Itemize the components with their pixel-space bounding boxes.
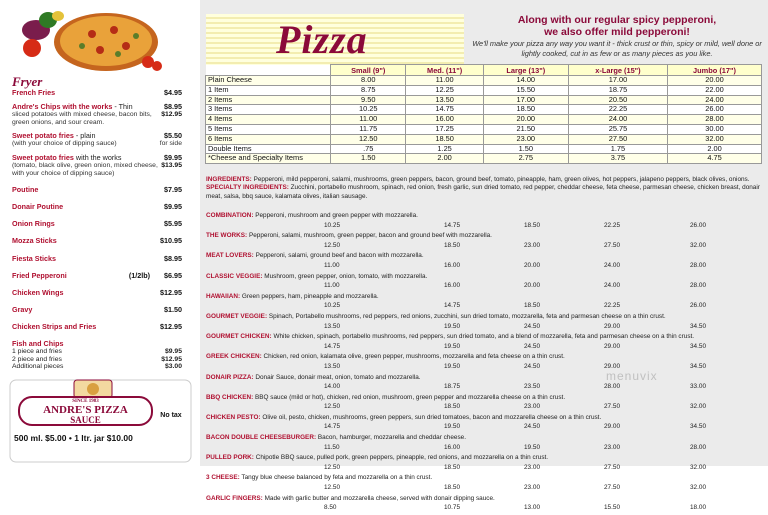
list-item: Chicken Strips and Fries $12.95 bbox=[12, 321, 182, 331]
column-header: Jumbo (17") bbox=[668, 65, 762, 76]
price-cell: 14.75 bbox=[324, 342, 340, 350]
price-cell: 18.50 bbox=[524, 221, 540, 229]
price-cell: 1.50 bbox=[331, 154, 406, 164]
price-cell: 32.00 bbox=[690, 403, 706, 411]
item-text: Bacon, hamburger, mozzarella and cheddar cheese. bbox=[316, 434, 466, 442]
table-row bbox=[206, 134, 762, 144]
table-row bbox=[206, 115, 762, 125]
brand-logo: SINCE 1983 ANDRE'S PIZZA SAUCE bbox=[18, 396, 153, 426]
price-cell: 24.50 bbox=[524, 362, 540, 370]
list-item bbox=[206, 434, 762, 454]
item-desc: green onions, and sour cream. bbox=[12, 118, 105, 126]
item-text: Olive oil, pesto, chicken, mushrooms, green peppers, sun dried tomatoes, bacon and mozzarella cheese on a thin crust. bbox=[260, 413, 602, 421]
item-name: DONAIR PIZZA: bbox=[206, 373, 254, 381]
price-cell: 2.00 bbox=[668, 144, 762, 154]
item-prices bbox=[206, 483, 762, 492]
price-table bbox=[205, 64, 762, 164]
row-label: Plain Cheese bbox=[206, 76, 331, 86]
fryer-list bbox=[12, 89, 182, 371]
item-prices bbox=[206, 241, 762, 250]
price-cell: 14.75 bbox=[324, 423, 340, 431]
item-prices bbox=[206, 281, 762, 290]
price-cell: 18.50 bbox=[444, 403, 460, 411]
price-cell: 18.50 bbox=[444, 463, 460, 471]
price-cell: 12.50 bbox=[324, 403, 340, 411]
list-item bbox=[206, 252, 762, 272]
price-cell: 34.50 bbox=[690, 322, 706, 330]
price-cell: 12.50 bbox=[324, 241, 340, 249]
price-cell: 12.25 bbox=[406, 85, 483, 95]
item-text: Pepperoni, salami, mushroom, green pepper, bacon and ground beef with mozzarella. bbox=[247, 232, 492, 240]
item-desc: (tomato, black olive, green onion, mixed cheese, $13.95 bbox=[12, 162, 182, 170]
item-desc bbox=[206, 273, 762, 282]
list-item: Poutine $7.95 bbox=[12, 185, 182, 195]
table-row bbox=[206, 144, 762, 154]
price-cell: 22.25 bbox=[604, 302, 620, 310]
price-cell: 24.50 bbox=[524, 342, 540, 350]
price-cell: 21.50 bbox=[483, 124, 568, 134]
item-desc bbox=[206, 313, 762, 322]
price-cell: 1.75 bbox=[568, 144, 667, 154]
price-cell: 18.50 bbox=[444, 241, 460, 249]
item-name: GREEK CHICKEN: bbox=[206, 353, 262, 361]
list-item bbox=[206, 273, 762, 293]
price-cell: 8.50 bbox=[324, 504, 337, 512]
item-desc bbox=[206, 434, 762, 443]
price-cell: 23.00 bbox=[524, 484, 540, 492]
list-item bbox=[206, 474, 762, 494]
price-cell: 29.00 bbox=[604, 423, 620, 431]
price-cell: 28.00 bbox=[604, 383, 620, 391]
price-cell: 10.25 bbox=[324, 302, 340, 310]
price-cell: 27.50 bbox=[604, 484, 620, 492]
price-cell: 18.50 bbox=[483, 105, 568, 115]
list-item: Fish and Chips bbox=[12, 338, 64, 348]
table-header bbox=[206, 65, 762, 76]
price-cell: 8.75 bbox=[331, 85, 406, 95]
price-cell: 24.00 bbox=[604, 261, 620, 269]
price-cell: 32.00 bbox=[690, 241, 706, 249]
item-name: CLASSIC VEGGIE: bbox=[206, 272, 263, 280]
price-cell: 26.00 bbox=[668, 105, 762, 115]
item-prices bbox=[206, 422, 762, 431]
item-prices bbox=[206, 463, 762, 472]
item-desc bbox=[206, 495, 762, 504]
no-tax-note: No tax bbox=[160, 412, 182, 419]
price-cell: 14.00 bbox=[324, 383, 340, 391]
item-desc bbox=[206, 414, 762, 423]
price-cell: 10.25 bbox=[324, 221, 340, 229]
list-item: Fiesta Sticks $8.95 bbox=[12, 253, 182, 263]
list-item bbox=[206, 212, 762, 232]
price-cell: 20.50 bbox=[568, 95, 667, 105]
price-cell: 2.75 bbox=[483, 154, 568, 164]
price-cell: 14.75 bbox=[406, 105, 483, 115]
item-desc bbox=[206, 212, 762, 221]
price-cell: 34.50 bbox=[690, 362, 706, 370]
price-cell: 22.00 bbox=[668, 85, 762, 95]
item-text: White chicken, spinach, portabello mushrooms, red peppers, sun dried tomato, and a blend of mozzarella, feta and parmesan cheese on a thin crust. bbox=[271, 333, 695, 341]
price-cell: 34.50 bbox=[690, 342, 706, 350]
price-cell: 33.00 bbox=[690, 383, 706, 391]
item-prices bbox=[206, 402, 762, 411]
promo-line-2: we also offer mild pepperoni! bbox=[544, 26, 690, 38]
price-cell: 12.50 bbox=[324, 484, 340, 492]
price-cell: 28.00 bbox=[690, 443, 706, 451]
price-cell: 17.25 bbox=[406, 124, 483, 134]
price-cell: 27.50 bbox=[568, 134, 667, 144]
price-cell: 18.75 bbox=[444, 383, 460, 391]
price-cell: 10.25 bbox=[331, 105, 406, 115]
price-cell: 25.75 bbox=[568, 124, 667, 134]
price-cell: 11.75 bbox=[331, 124, 406, 134]
price-cell: 26.00 bbox=[690, 302, 706, 310]
item-prices bbox=[206, 362, 762, 371]
item-name: BACON DOUBLE CHEESEBURGER: bbox=[206, 434, 317, 442]
price-cell: 24.00 bbox=[604, 282, 620, 290]
item-desc bbox=[206, 353, 762, 362]
item-name: HAWAIIAN: bbox=[206, 292, 241, 300]
item-text: Tangy blue cheese balanced by feta and mozzarella on a thin crust. bbox=[239, 474, 433, 482]
item-desc: sliced potatoes with mixed cheese, bacon bits, $12.95 bbox=[12, 111, 182, 119]
price-cell: 27.50 bbox=[604, 403, 620, 411]
promo-desc: We'll make your pizza any way you want it - thick crust or thin, spicy or mild, well done or lightly cooked, cut in as few or as many pieces as you like. bbox=[472, 39, 762, 58]
price-cell: 20.00 bbox=[524, 282, 540, 290]
price-cell: 28.00 bbox=[668, 115, 762, 125]
fryer-panel bbox=[0, 0, 196, 466]
item-desc bbox=[206, 474, 762, 483]
item-desc bbox=[206, 454, 762, 463]
item-text: BBQ sauce (mild or hot), chicken, red onion, mushroom, green pepper and mozzarella cheese on a thin crust. bbox=[253, 393, 566, 401]
price-cell: 27.50 bbox=[604, 463, 620, 471]
row-label: Double Items bbox=[206, 144, 331, 154]
price-cell: 28.00 bbox=[690, 261, 706, 269]
price-cell: 13.50 bbox=[324, 322, 340, 330]
page-title: Pizza bbox=[276, 17, 368, 62]
price-cell: 15.50 bbox=[604, 504, 620, 512]
price-cell: 18.75 bbox=[568, 85, 667, 95]
price-cell: 16.00 bbox=[444, 443, 460, 451]
price-cell: 24.00 bbox=[668, 95, 762, 105]
item-text: Made with garlic butter and mozzarella cheese, served with donair dipping sauce. bbox=[262, 494, 495, 502]
list-item bbox=[206, 374, 762, 394]
price-cell: 23.50 bbox=[524, 383, 540, 391]
price-cell: 26.00 bbox=[690, 221, 706, 229]
column-header: x-Large (15") bbox=[568, 65, 667, 76]
table-row bbox=[206, 95, 762, 105]
price-cell: 14.00 bbox=[483, 76, 568, 86]
price-cell: 13.50 bbox=[324, 362, 340, 370]
price-cell: 29.00 bbox=[604, 362, 620, 370]
price-cell: 24.00 bbox=[568, 115, 667, 125]
list-item bbox=[206, 414, 762, 434]
item-name: THE WORKS: bbox=[206, 232, 248, 240]
price-cell: 19.50 bbox=[524, 443, 540, 451]
price-cell: 9.50 bbox=[331, 95, 406, 105]
table-row bbox=[206, 154, 762, 164]
price-cell: 17.00 bbox=[483, 95, 568, 105]
price-cell: 4.75 bbox=[668, 154, 762, 164]
row-label: 1 Item bbox=[206, 85, 331, 95]
item-text: Donair Sauce, donair meat, onion, tomato and mozzarella. bbox=[253, 373, 421, 381]
item-prices bbox=[206, 322, 762, 331]
table-row bbox=[206, 124, 762, 134]
price-cell: 32.00 bbox=[690, 463, 706, 471]
item-desc bbox=[206, 374, 762, 383]
price-cell: 11.00 bbox=[324, 282, 340, 290]
row-label: 6 Items bbox=[206, 134, 331, 144]
price-cell: 27.50 bbox=[604, 241, 620, 249]
price-cell: 23.00 bbox=[524, 241, 540, 249]
price-cell: 32.00 bbox=[690, 484, 706, 492]
item-name: GOURMET VEGGIE: bbox=[206, 312, 268, 320]
table-row bbox=[206, 105, 762, 115]
ingredients: INGREDIENTS: Pepperoni, mild pepperoni, salami, mushrooms, green peppers, bacon, ground beef, tomato, pineapple, ham, green olives, hot peppers, jalapeno peppers, black olives, onions. SPECIALTY INGREDIENTS: Zucchini, portabello mushroom, spinach, red onion, fresh garlic, sun dried tomato, red pepper, cheddar cheese, feta cheese, parmesan cheese, chicken breast, donair meat, salsa, bbq sauce, kalamata olives, italian sausage. bbox=[206, 176, 760, 200]
fish-line: 2 piece and fries $12.95 bbox=[12, 355, 182, 363]
item-text: Spinach, Portabello mushrooms, red peppers, red onions, zucchini, sun dried tomato, mozzarella, feta and parmesan cheese on a thin crust. bbox=[267, 312, 666, 320]
list-item: Andre's Chips with the works - Thin $8.95 bbox=[12, 102, 182, 112]
price-cell: 34.50 bbox=[690, 423, 706, 431]
price-cell: 30.00 bbox=[668, 124, 762, 134]
price-cell: 8.00 bbox=[331, 76, 406, 86]
fish-line: 1 piece and fries $9.95 bbox=[12, 347, 182, 355]
price-cell: 1.50 bbox=[483, 144, 568, 154]
item-prices bbox=[206, 443, 762, 452]
list-item: Onion Rings $5.95 bbox=[12, 219, 182, 229]
item-text: Pepperoni, salami, ground beef and bacon with mozzarella. bbox=[253, 252, 424, 260]
fish-line: Additional pieces $3.00 bbox=[12, 363, 182, 371]
price-cell: 23.00 bbox=[524, 403, 540, 411]
list-item: French Fries $4.95 bbox=[12, 88, 182, 97]
watermark: menuvix bbox=[606, 369, 658, 383]
promo-block bbox=[468, 14, 766, 58]
list-item: Sweet potato fries - plain $5.50 bbox=[12, 131, 182, 141]
price-cell: 18.50 bbox=[444, 484, 460, 492]
price-cell: 29.00 bbox=[604, 342, 620, 350]
price-cell: 20.00 bbox=[668, 76, 762, 86]
item-prices bbox=[206, 503, 762, 512]
price-cell: 19.50 bbox=[444, 362, 460, 370]
item-desc bbox=[206, 333, 762, 342]
sauce-prices: 500 ml. $5.00 • 1 ltr. jar $10.00 bbox=[14, 433, 133, 443]
list-item bbox=[206, 495, 762, 515]
item-name: BBQ CHICKEN: bbox=[206, 393, 254, 401]
item-text: Chipotle BBQ sauce, pulled pork, green peppers, pineapple, red onions, and mozzarella on a thin crust. bbox=[253, 454, 549, 462]
price-cell: 16.00 bbox=[444, 261, 460, 269]
item-prices bbox=[206, 221, 762, 230]
price-cell: 20.00 bbox=[483, 115, 568, 125]
item-name: COMBINATION: bbox=[206, 212, 254, 219]
table-row bbox=[206, 76, 762, 86]
price-cell: 17.00 bbox=[568, 76, 667, 86]
list-item: Gravy $1.50 bbox=[12, 304, 182, 314]
column-header: Small (9") bbox=[331, 65, 406, 76]
price-cell: 19.50 bbox=[444, 342, 460, 350]
fryer-heading: Fryer bbox=[12, 74, 43, 89]
price-cell: 22.25 bbox=[604, 221, 620, 229]
price-cell: 23.00 bbox=[483, 134, 568, 144]
row-label: *Cheese and Specialty Items bbox=[206, 154, 331, 164]
item-text: Green peppers, ham, pineapple and mozzarella. bbox=[240, 292, 379, 300]
list-item: Donair Poutine $9.95 bbox=[12, 202, 182, 212]
price-cell: 29.00 bbox=[604, 322, 620, 330]
column-header: Large (13") bbox=[483, 65, 568, 76]
specialty-pizza-list bbox=[206, 212, 762, 515]
price-cell: 12.50 bbox=[331, 134, 406, 144]
item-prices bbox=[206, 301, 762, 310]
price-cell: 10.75 bbox=[444, 504, 460, 512]
price-cell: 19.50 bbox=[444, 322, 460, 330]
item-desc bbox=[206, 232, 762, 241]
price-cell: 11.00 bbox=[331, 115, 406, 125]
row-label: 5 Items bbox=[206, 124, 331, 134]
list-item bbox=[206, 232, 762, 252]
item-text: Chicken, red onion, kalamata olive, green pepper, mushrooms, mozzarella and feta cheese on a thin crust. bbox=[261, 353, 565, 361]
item-name: PULLED PORK: bbox=[206, 454, 254, 462]
list-item: Mozza Sticks $10.95 bbox=[12, 236, 182, 246]
list-item: Sweet potato fries with the works $9.95 bbox=[12, 153, 182, 163]
table-row bbox=[206, 85, 762, 95]
price-cell: 18.50 bbox=[406, 134, 483, 144]
item-desc bbox=[206, 252, 762, 261]
item-name: GOURMET CHICKEN: bbox=[206, 333, 272, 341]
price-cell: 18.00 bbox=[690, 504, 706, 512]
row-label: 2 Items bbox=[206, 95, 331, 105]
price-cell: 11.00 bbox=[324, 261, 340, 269]
item-text: Mushroom, green pepper, onion, tomato, with mozzarella. bbox=[262, 272, 428, 280]
pizza-photo-icon bbox=[14, 6, 164, 72]
item-name: MEAT LOVERS: bbox=[206, 252, 254, 260]
price-cell: 32.00 bbox=[668, 134, 762, 144]
price-cell: 14.75 bbox=[444, 302, 460, 310]
price-cell: 20.00 bbox=[524, 261, 540, 269]
price-cell: 12.50 bbox=[324, 463, 340, 471]
item-prices bbox=[206, 382, 762, 391]
price-cell: 1.25 bbox=[406, 144, 483, 154]
list-item: Fried Pepperoni (1/2lb) $6.95 bbox=[12, 270, 182, 280]
list-item bbox=[206, 394, 762, 414]
promo-line-1: Along with our regular spicy pepperoni, bbox=[517, 14, 717, 26]
item-desc: (with your choice of dipping sauce) for side bbox=[12, 140, 182, 148]
item-desc bbox=[206, 293, 762, 302]
row-label: 4 Items bbox=[206, 115, 331, 125]
price-cell: 14.75 bbox=[444, 221, 460, 229]
price-cell: 16.00 bbox=[444, 282, 460, 290]
list-item bbox=[206, 353, 762, 373]
item-desc: with your choice of dipping sauce) bbox=[12, 169, 115, 177]
list-item bbox=[206, 313, 762, 333]
price-cell: 13.00 bbox=[524, 504, 540, 512]
price-cell: 24.50 bbox=[524, 423, 540, 431]
price-cell: 28.00 bbox=[690, 282, 706, 290]
price-cell: 23.00 bbox=[604, 443, 620, 451]
price-cell: 3.75 bbox=[568, 154, 667, 164]
price-cell: 15.50 bbox=[483, 85, 568, 95]
price-cell: 22.25 bbox=[568, 105, 667, 115]
item-name: 3 CHEESE: bbox=[206, 474, 240, 482]
column-header: Med. (11") bbox=[406, 65, 483, 76]
item-name: GARLIC FINGERS: bbox=[206, 494, 263, 502]
price-cell: .75 bbox=[331, 144, 406, 154]
list-item: Chicken Wings $12.95 bbox=[12, 287, 182, 297]
price-cell: 19.50 bbox=[444, 423, 460, 431]
price-cell: 11.00 bbox=[406, 76, 483, 86]
price-cell: 24.50 bbox=[524, 322, 540, 330]
price-cell: 16.00 bbox=[406, 115, 483, 125]
list-item bbox=[206, 293, 762, 313]
price-cell: 18.50 bbox=[524, 302, 540, 310]
row-label: 3 Items bbox=[206, 105, 331, 115]
list-item bbox=[206, 454, 762, 474]
price-cell: 2.00 bbox=[406, 154, 483, 164]
price-cell: 13.50 bbox=[406, 95, 483, 105]
price-cell: 11.50 bbox=[324, 443, 340, 451]
item-prices bbox=[206, 342, 762, 351]
item-desc bbox=[206, 394, 762, 403]
list-item bbox=[206, 333, 762, 353]
item-text: Pepperoni, mushroom and green pepper with mozzarella. bbox=[253, 212, 418, 219]
item-prices bbox=[206, 261, 762, 270]
item-name: CHICKEN PESTO: bbox=[206, 413, 261, 421]
price-cell: 23.00 bbox=[524, 463, 540, 471]
